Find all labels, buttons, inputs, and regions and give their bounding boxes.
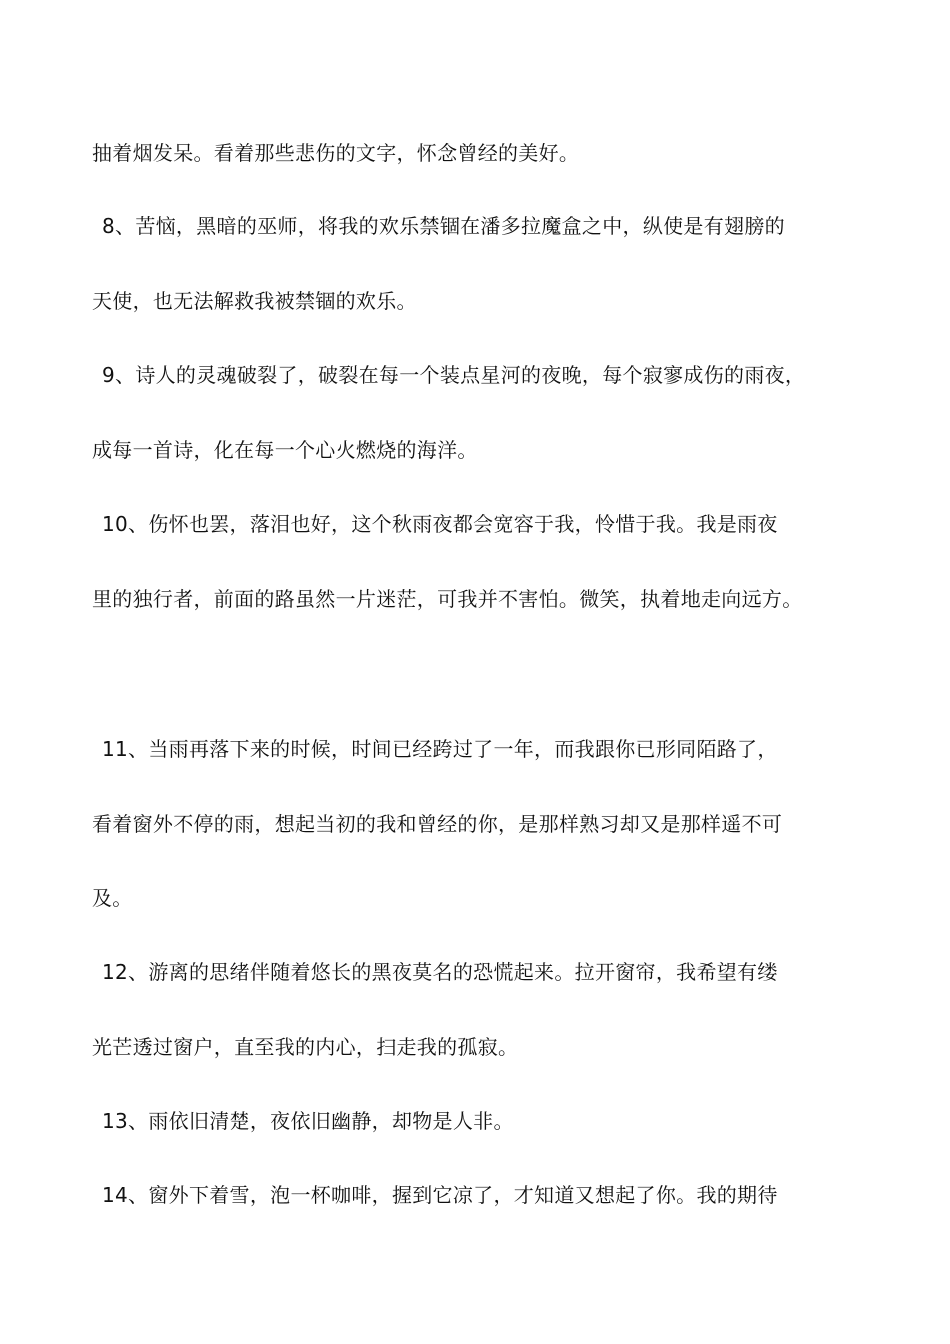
text-line: 里的独行者，前面的路虽然一片迷茫，可我并不害怕。微笑，执着地走向远方。	[92, 587, 803, 611]
text-line: 及。	[92, 886, 133, 910]
text-line: 抽着烟发呆。看着那些悲伤的文字，怀念曾经的美好。	[92, 141, 580, 165]
text-line: 看着窗外不停的雨，想起当初的我和曾经的你，是那样熟习却又是那样遥不可	[92, 812, 783, 836]
text-line: 12、游离的思绪伴随着悠长的黑夜莫名的恐慌起来。拉开窗帘，我希望有缕	[102, 960, 778, 984]
text-line: 8、苦恼，黑暗的巫师，将我的欢乐禁锢在潘多拉魔盒之中，纵使是有翅膀的	[102, 214, 785, 238]
text-line: 9、诗人的灵魂破裂了，破裂在每一个装点星河的夜晚，每个寂寥成伤的雨夜，	[102, 363, 806, 387]
text-line: 成每一首诗，化在每一个心火燃烧的海洋。	[92, 438, 478, 462]
text-line: 10、伤怀也罢，落泪也好，这个秋雨夜都会宽容于我，怜惜于我。我是雨夜	[102, 512, 778, 536]
text-line: 13、雨依旧清楚，夜依旧幽静，却物是人非。	[102, 1109, 514, 1133]
text-line: 11、当雨再落下来的时候，时间已经跨过了一年，而我跟你已形同陌路了，	[102, 737, 778, 761]
text-line: 天使，也无法解救我被禁锢的欢乐。	[92, 289, 417, 313]
text-line: 光芒透过窗户，直至我的内心，扫走我的孤寂。	[92, 1035, 519, 1059]
text-line: 14、窗外下着雪，泡一杯咖啡，握到它凉了，才知道又想起了你。我的期待	[102, 1183, 778, 1207]
